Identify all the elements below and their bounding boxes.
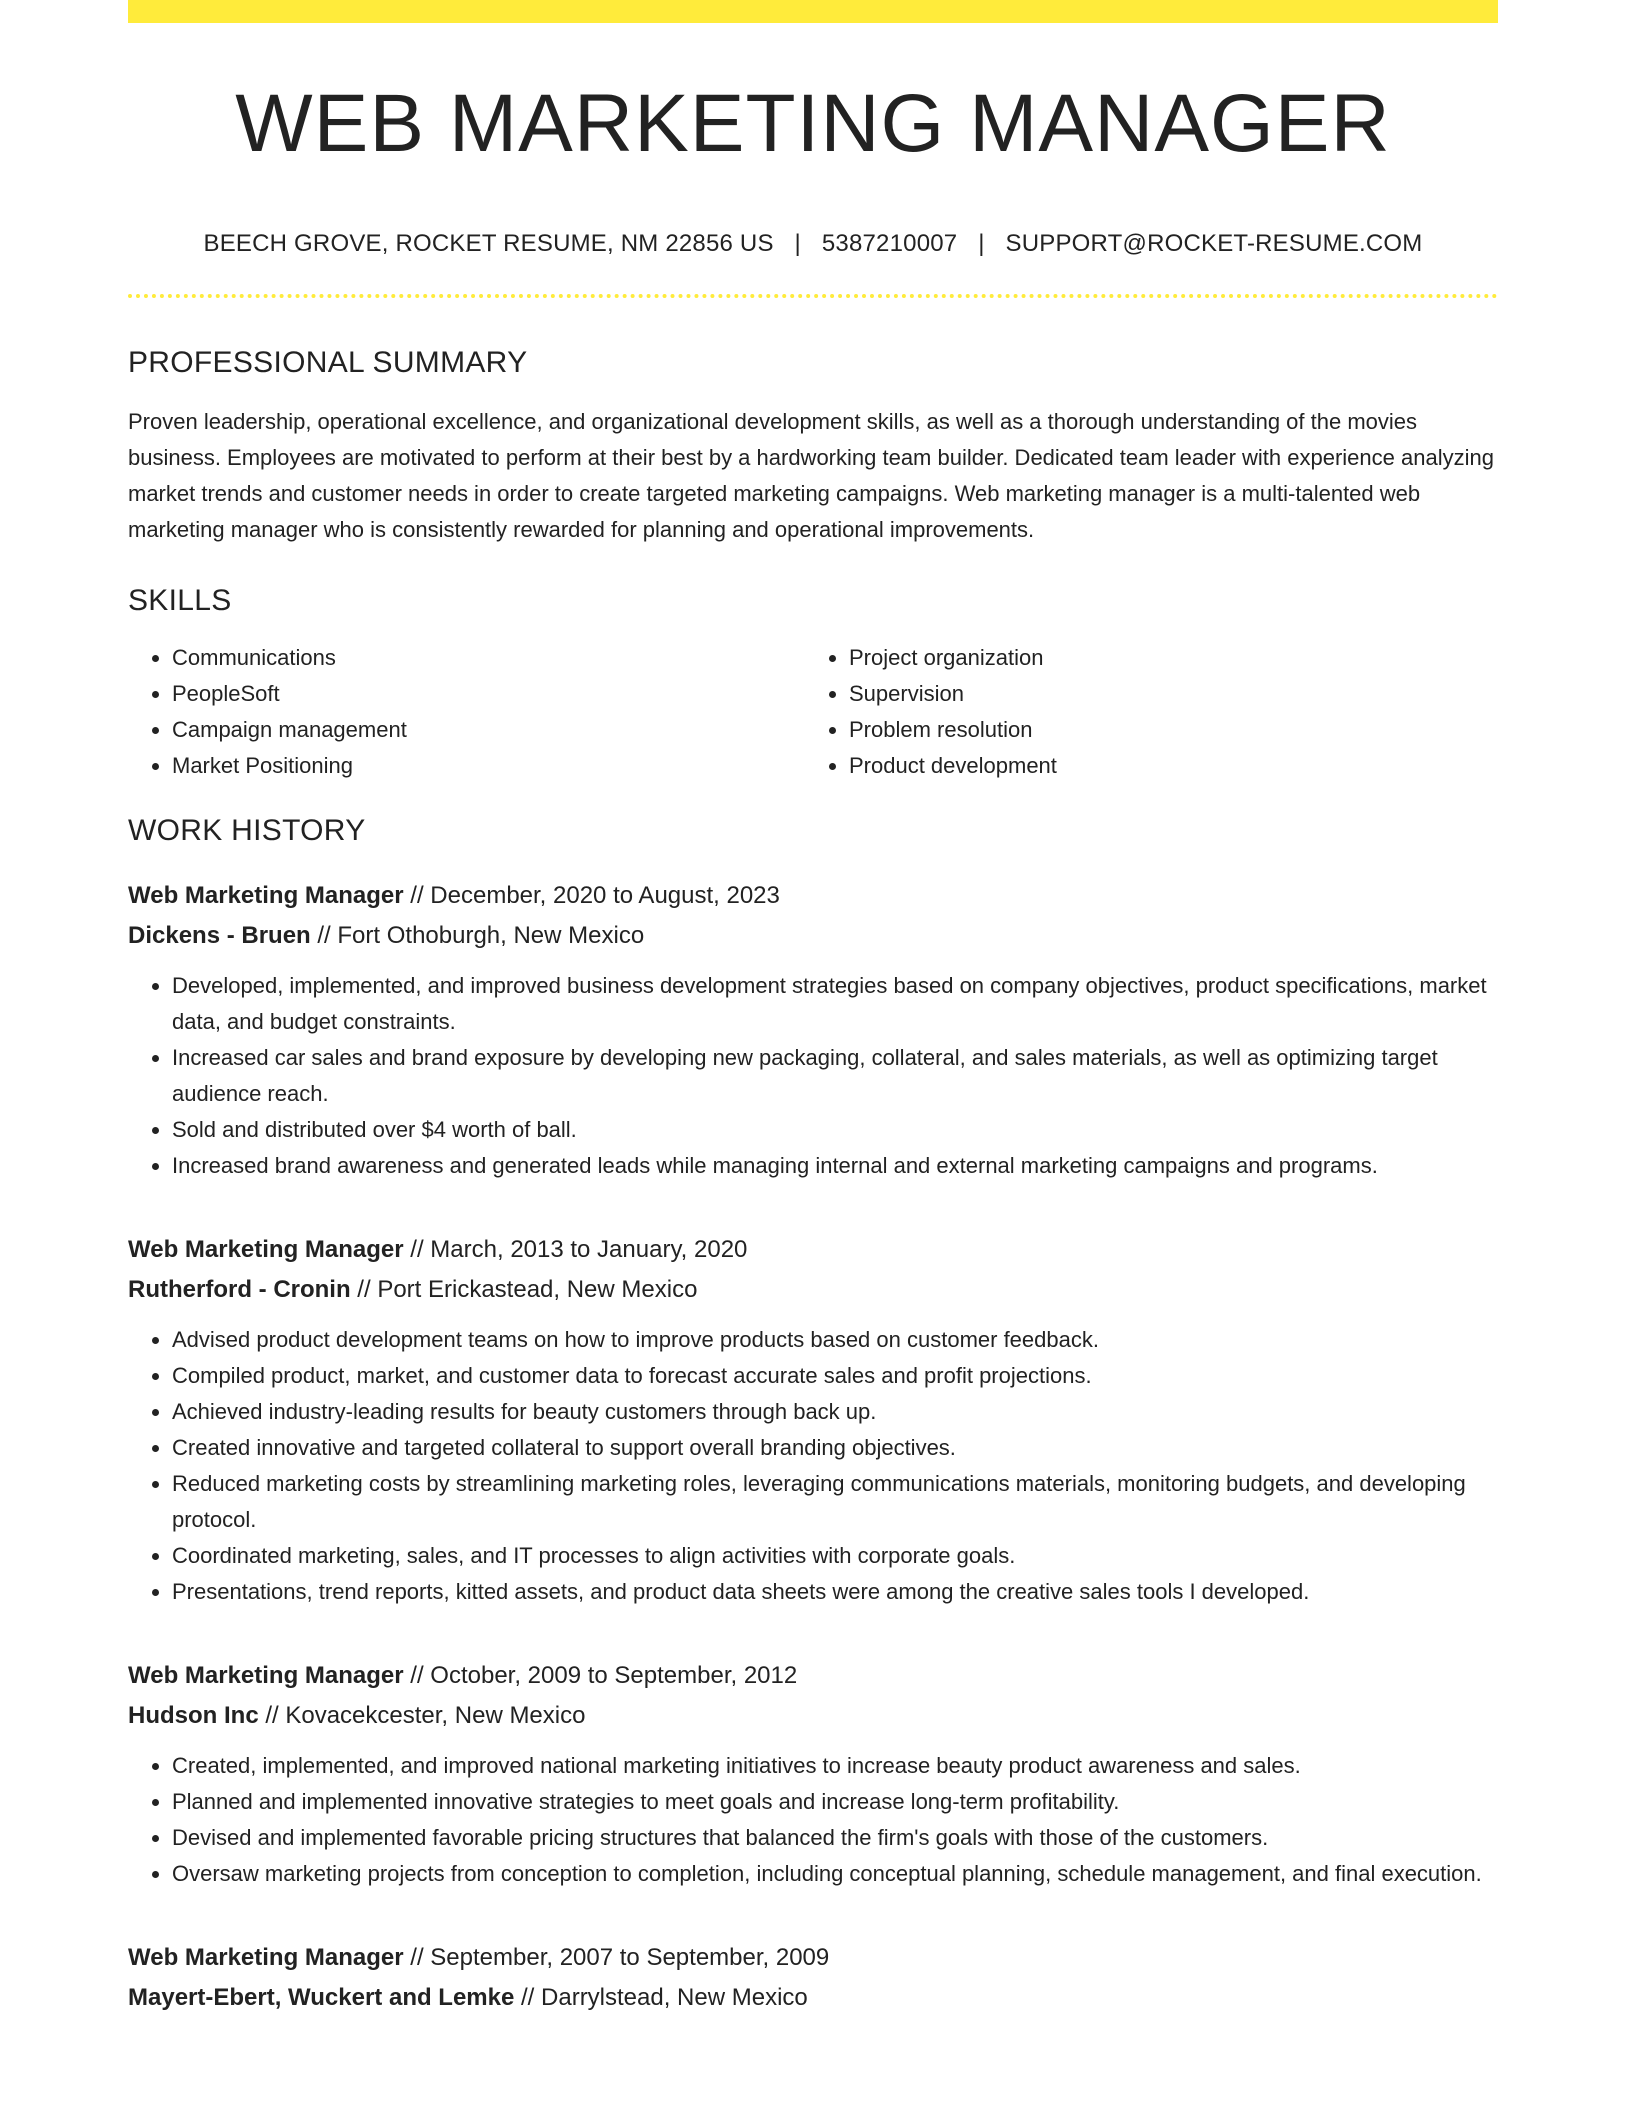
job-location-separator: // — [310, 922, 338, 949]
skill-item: • Project organization — [849, 640, 1480, 676]
job-title-line — [128, 876, 1498, 916]
skill-item: • Campaign management — [172, 712, 803, 748]
job-bullet: • Reduced marketing costs by streamlining marketing roles, leveraging communications materials, monitoring budgets, and developing protocol. — [172, 1466, 1498, 1538]
job-location-separator: // — [350, 1276, 378, 1303]
job-date-separator: // — [403, 1662, 431, 1689]
skill-item: • Supervision — [849, 676, 1480, 712]
job-date-separator: // — [403, 882, 431, 909]
skill-item: • PeopleSoft — [172, 676, 803, 712]
job-dates: December, 2020 to August, 2023 — [430, 882, 780, 909]
job-date-separator: // — [403, 1944, 431, 1971]
job-role: Web Marketing Manager — [128, 1944, 404, 1971]
job-bullets — [128, 1748, 1498, 1892]
job-dates: October, 2009 to September, 2012 — [430, 1662, 798, 1689]
job-bullet: • Coordinated marketing, sales, and IT processes to align activities with corporate goals. — [172, 1538, 1498, 1574]
dotted-divider — [128, 294, 1498, 298]
skill-item: • Problem resolution — [849, 712, 1480, 748]
job-bullet: • Created, implemented, and improved national marketing initiatives to increase beauty product awareness and sales. — [172, 1748, 1498, 1784]
job-role: Web Marketing Manager — [128, 882, 404, 909]
contact-separator: | — [978, 230, 985, 257]
job-title-line — [128, 1656, 1498, 1696]
job-bullet: • Planned and implemented innovative strategies to meet goals and increase long-term profitability. — [172, 1784, 1498, 1820]
contact-separator: | — [794, 230, 801, 257]
top-accent-bar — [128, 0, 1498, 23]
job-company-line — [128, 1696, 1498, 1736]
job-bullet: • Created innovative and targeted collateral to support overall branding objectives. — [172, 1430, 1498, 1466]
job-dates: March, 2013 to January, 2020 — [430, 1236, 748, 1263]
job-role: Web Marketing Manager — [128, 1662, 404, 1689]
contact-address: BEECH GROVE, ROCKET RESUME, NM 22856 US — [203, 230, 774, 257]
job-location-separator: // — [258, 1702, 286, 1729]
job-company-line — [128, 1978, 1498, 2018]
contact-email: SUPPORT@ROCKET-RESUME.COM — [1005, 230, 1423, 257]
skill-item: • Communications — [172, 640, 803, 676]
resume-page — [128, 0, 1498, 2018]
job-company: Mayert-Ebert, Wuckert and Lemke — [128, 1984, 515, 2011]
job-entry — [128, 1656, 1498, 1892]
job-bullets — [128, 1322, 1498, 1610]
job-bullet: • Increased car sales and brand exposure by developing new packaging, collateral, and sales materials, as well as optimizing target audience reach. — [172, 1040, 1498, 1112]
job-company: Rutherford - Cronin — [128, 1276, 351, 1303]
job-bullet: • Oversaw marketing projects from conception to completion, including conceptual planning, schedule management, and final execution. — [172, 1856, 1498, 1892]
summary-text: Proven leadership, operational excellence, and organizational development skills, as well as a thorough understanding of the movies business. Employees are motivated to perform at their best by a hardworking team builder. Dedicated team leader with experience analyzing market trends and customer needs in order to create targeted marketing campaigns. Web marketing manager is a multi-talented web marketing manager who is consistently rewarded for planning and operational improvements. — [128, 409, 1494, 542]
job-bullet: • Increased brand awareness and generated leads while managing internal and external marketing campaigns and programs. — [172, 1148, 1498, 1184]
resume-title: WEB MARKETING MANAGER — [235, 78, 1391, 169]
job-bullet: • Presentations, trend reports, kitted assets, and product data sheets were among the creative sales tools I developed. — [172, 1574, 1498, 1610]
job-entry — [128, 1230, 1498, 1610]
job-bullets — [128, 968, 1498, 1184]
summary-heading: PROFESSIONAL SUMMARY — [128, 346, 528, 379]
job-bullet: • Compiled product, market, and customer data to forecast accurate sales and profit projections. — [172, 1358, 1498, 1394]
job-date-separator: // — [403, 1236, 431, 1263]
job-company: Dickens - Bruen — [128, 922, 311, 949]
job-title-line — [128, 1938, 1498, 1978]
job-bullet: • Developed, implemented, and improved business development strategies based on company objectives, product specifications, market data, and budget constraints. — [172, 968, 1498, 1040]
job-entry — [128, 876, 1498, 1184]
skill-item: • Product development — [849, 748, 1480, 784]
job-company: Hudson Inc — [128, 1702, 259, 1729]
skills-grid — [128, 640, 1498, 784]
job-dates: September, 2007 to September, 2009 — [430, 1944, 830, 1971]
job-role: Web Marketing Manager — [128, 1236, 404, 1263]
contact-phone: 5387210007 — [821, 230, 958, 257]
work-history-list — [128, 876, 1498, 2018]
job-bullet: • Achieved industry-leading results for beauty customers through back up. — [172, 1394, 1498, 1430]
skills-heading: SKILLS — [128, 584, 232, 617]
work-history-heading: WORK HISTORY — [128, 814, 366, 847]
contact-line — [128, 232, 1498, 256]
job-bullet: • Sold and distributed over $4 worth of ball. — [172, 1112, 1498, 1148]
job-location: Fort Othoburgh, New Mexico — [337, 922, 645, 949]
job-location: Kovacekcester, New Mexico — [285, 1702, 586, 1729]
skills-list-right — [803, 640, 1480, 784]
job-title-line — [128, 1230, 1498, 1270]
job-location: Port Erickastead, New Mexico — [377, 1276, 698, 1303]
skills-list-left — [128, 640, 803, 784]
job-entry — [128, 1938, 1498, 2018]
skill-item: • Market Positioning — [172, 748, 803, 784]
job-bullet: • Devised and implemented favorable pricing structures that balanced the firm's goals with those of the customers. — [172, 1820, 1498, 1856]
job-company-line — [128, 1270, 1498, 1310]
job-location: Darrylstead, New Mexico — [541, 1984, 808, 2011]
job-company-line — [128, 916, 1498, 956]
job-bullet: • Advised product development teams on how to improve products based on customer feedback. — [172, 1322, 1498, 1358]
job-location-separator: // — [514, 1984, 542, 2011]
